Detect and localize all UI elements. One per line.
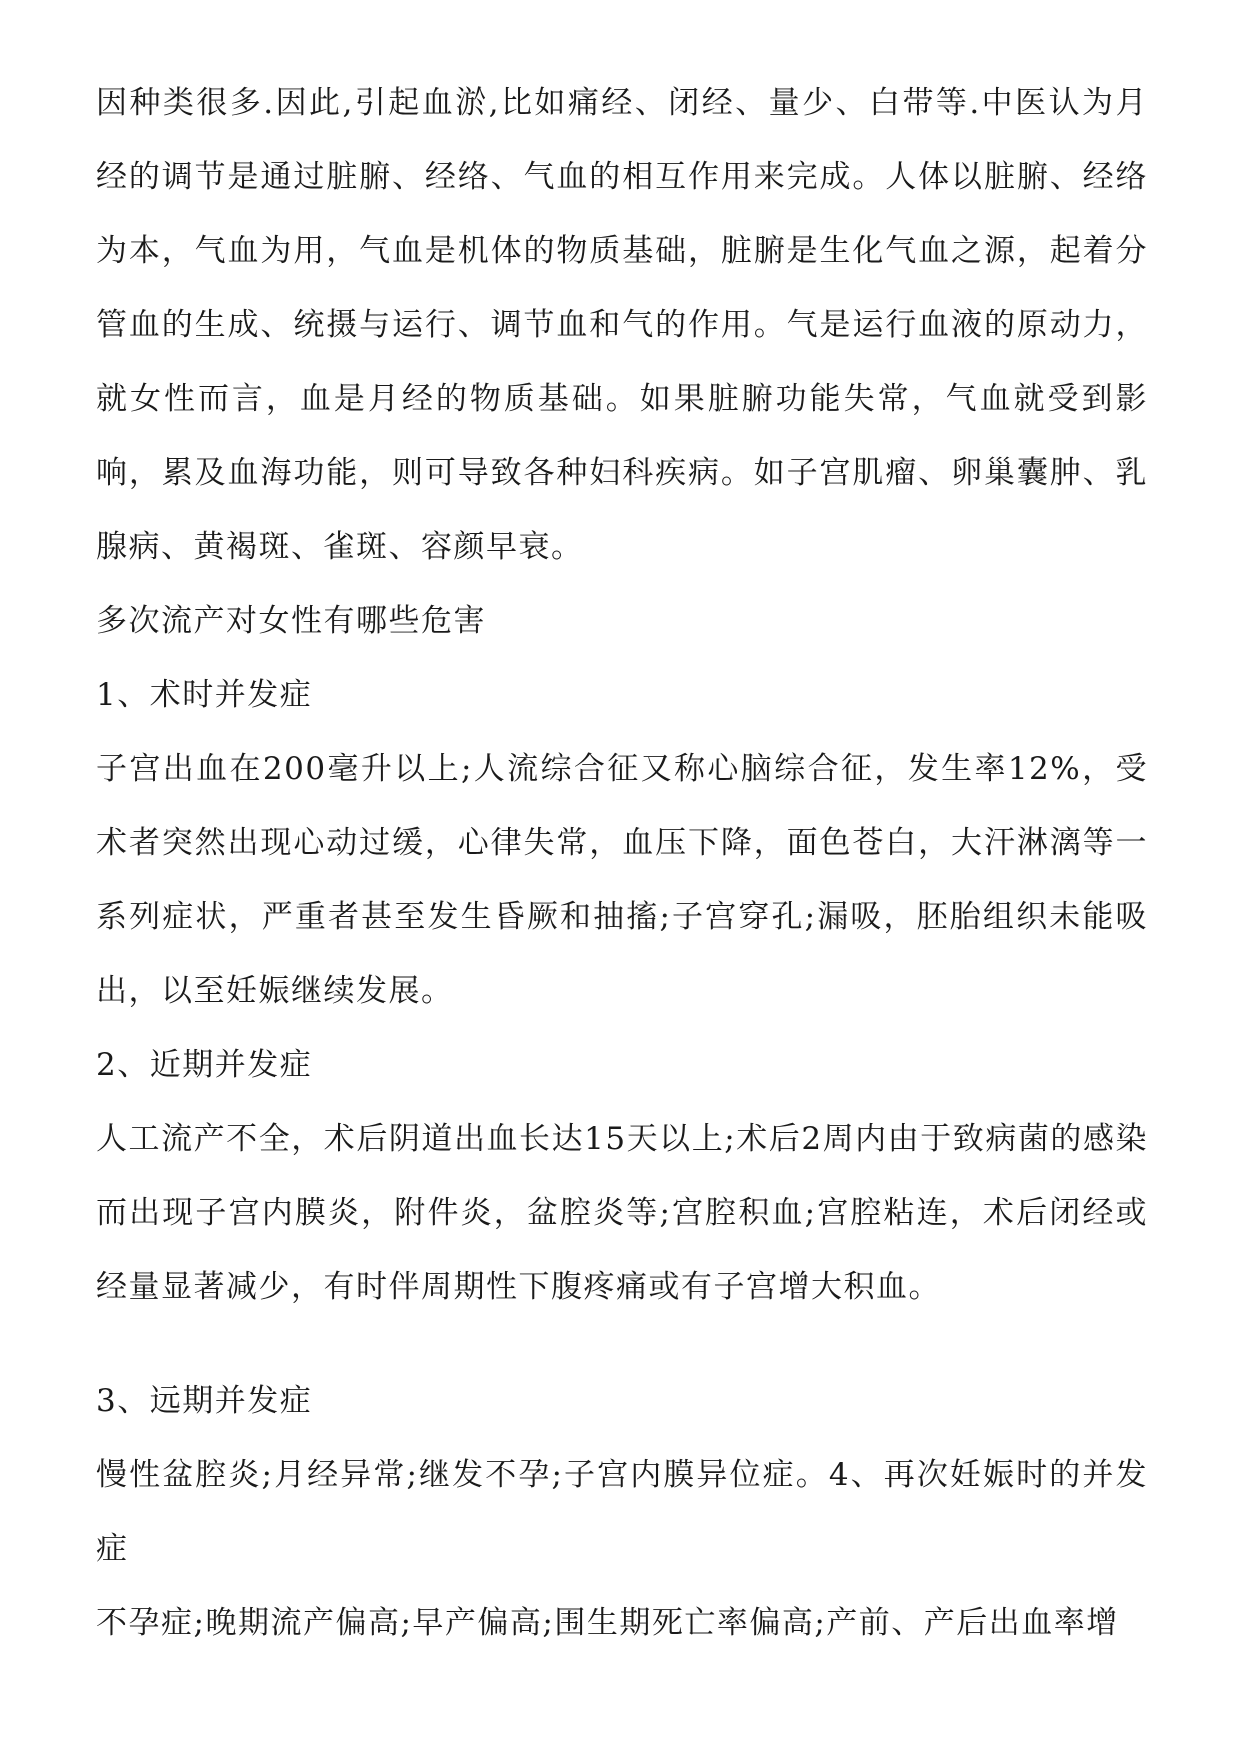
intro-paragraph: 因种类很多.因此,引起血淤,比如痛经、闭经、量少、白带等.中医认为月经的调节是通过脏腑、经络、气血的相互作用来完成。人体以脏腑、经络为本，气血为用，气血是机体的物质基础，脏腑是生化气血之源，起着分管血的生成、统摄与运行、调节血和气的作用。气是运行血液的原动力，就女性而言，血是月经的物质基础。如果脏腑功能失常，气血就受到影响，累及血海功能，则可导致各种妇科疾病。如子宫肌瘤、卵巢囊肿、乳腺病、黄褐斑、雀斑、容颜早衰。	[96, 85, 1148, 565]
item4-text: 不孕症;晚期流产偏高;早产偏高;围生期死亡率偏高;产前、产后出血率增	[96, 1605, 1119, 1641]
item2-text: 人工流产不全，术后阴道出血长达15天以上;术后2周内由于致病菌的感染而出现子宫内膜炎，附件炎，盆腔炎等;宫腔积血;宫腔粘连，术后闭经或经量显著减少，有时伴周期性下腹疼痛或有子宫增大积血。	[96, 1121, 1148, 1305]
item2-heading: 2、近期并发症	[96, 1047, 313, 1083]
item1-text: 子宫出血在200毫升以上;人流综合征又称心脑综合征，发生率12%，受术者突然出现心动过缓，心律失常，血压下降，面色苍白，大汗淋漓等一系列症状，严重者甚至发生昏厥和抽搐;子宫穿孔;漏吸，胚胎组织未能吸出，以至妊娠继续发展。	[96, 751, 1148, 1009]
paragraph-gap	[96, 1324, 1148, 1364]
item3-heading: 3、远期并发症	[96, 1383, 313, 1419]
document-body	[96, 66, 1148, 1660]
item3-text: 慢性盆腔炎;月经异常;继发不孕;子宫内膜异位症。4、再次妊娠时的并发症	[96, 1457, 1148, 1567]
section-title: 多次流产对女性有哪些危害	[96, 603, 486, 639]
item1-heading: 1、术时并发症	[96, 677, 313, 713]
